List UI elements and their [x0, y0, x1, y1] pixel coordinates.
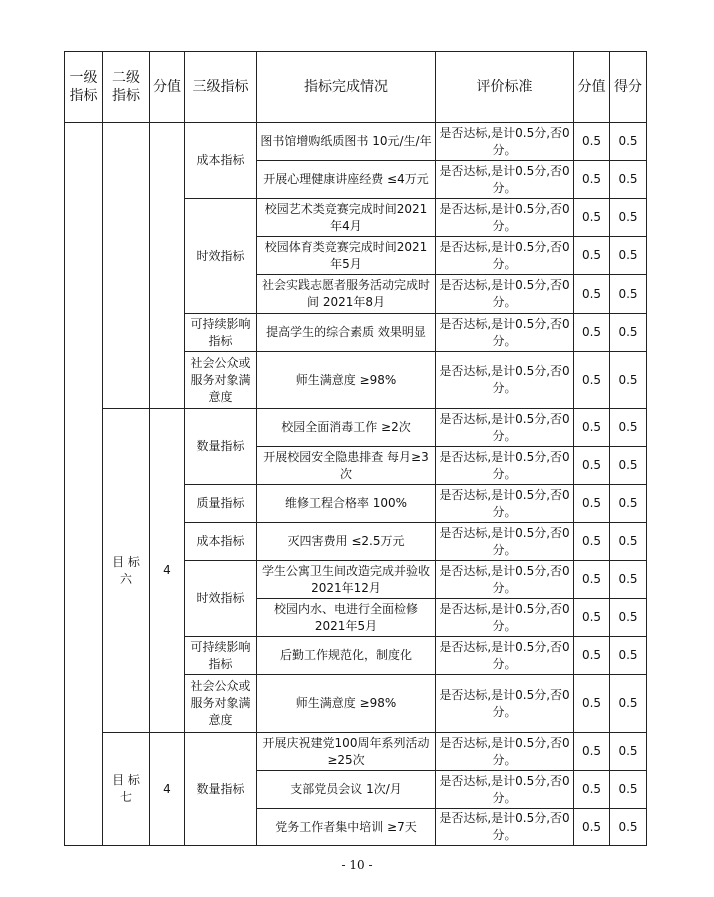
got-cell: 0.5 — [610, 199, 647, 237]
score-cell: 0.5 — [574, 523, 610, 561]
level3-cell: 数量指标 — [185, 409, 257, 485]
completion-cell: 校园内水、电进行全面检修 2021年5月 — [257, 599, 436, 637]
got-cell: 0.5 — [610, 733, 647, 771]
standard-cell: 是否达标,是计0.5分,否0分。 — [436, 523, 574, 561]
header-row — [65, 52, 647, 123]
got-cell: 0.5 — [610, 485, 647, 523]
standard-cell: 是否达标,是计0.5分,否0分。 — [436, 237, 574, 275]
table-row — [65, 123, 647, 161]
table-row — [65, 409, 647, 447]
points-cell: 4 — [150, 733, 185, 846]
level3-cell: 成本指标 — [185, 123, 257, 199]
completion-cell: 学生公寓卫生间改造完成并验收 2021年12月 — [257, 561, 436, 599]
level2-cell-empty — [103, 123, 150, 409]
got-cell: 0.5 — [610, 409, 647, 447]
level1-cell — [65, 123, 103, 846]
level3-cell: 成本指标 — [185, 523, 257, 561]
got-cell: 0.5 — [610, 314, 647, 352]
header-level3: 三级指标 — [185, 52, 257, 123]
standard-cell: 是否达标,是计0.5分,否0分。 — [436, 123, 574, 161]
level2-cell: 目 标 六 — [103, 409, 150, 733]
score-cell: 0.5 — [574, 275, 610, 314]
standard-cell: 是否达标,是计0.5分,否0分。 — [436, 637, 574, 675]
got-cell: 0.5 — [610, 523, 647, 561]
performance-indicator-table — [64, 51, 647, 846]
score-cell: 0.5 — [574, 352, 610, 409]
got-cell: 0.5 — [610, 237, 647, 275]
got-cell: 0.5 — [610, 161, 647, 199]
got-cell: 0.5 — [610, 447, 647, 485]
got-cell: 0.5 — [610, 675, 647, 733]
header-completion: 指标完成情况 — [257, 52, 436, 123]
completion-cell: 支部党员会议 1次/月 — [257, 771, 436, 809]
got-cell: 0.5 — [610, 771, 647, 809]
completion-cell: 党务工作者集中培训 ≥7天 — [257, 809, 436, 846]
completion-cell: 开展心理健康讲座经费 ≤4万元 — [257, 161, 436, 199]
completion-cell: 提高学生的综合素质 效果明显 — [257, 314, 436, 352]
completion-cell: 师生满意度 ≥98% — [257, 352, 436, 409]
level3-cell: 可持续影响指标 — [185, 637, 257, 675]
level3-cell: 社会公众或服务对象满意度 — [185, 675, 257, 733]
standard-cell: 是否达标,是计0.5分,否0分。 — [436, 447, 574, 485]
score-cell: 0.5 — [574, 447, 610, 485]
level3-cell: 数量指标 — [185, 733, 257, 846]
completion-cell: 后勤工作规范化，制度化 — [257, 637, 436, 675]
score-cell: 0.5 — [574, 809, 610, 846]
score-cell: 0.5 — [574, 733, 610, 771]
header-points: 分值 — [150, 52, 185, 123]
header-standard: 评价标准 — [436, 52, 574, 123]
completion-cell: 校园全面消毒工作 ≥2次 — [257, 409, 436, 447]
completion-cell: 图书馆增购纸质图书 10元/生/年 — [257, 123, 436, 161]
standard-cell: 是否达标,是计0.5分,否0分。 — [436, 675, 574, 733]
table-row — [65, 733, 647, 771]
page-number: - 10 - — [341, 858, 373, 872]
level3-cell: 时效指标 — [185, 199, 257, 314]
standard-cell: 是否达标,是计0.5分,否0分。 — [436, 352, 574, 409]
completion-cell: 开展校园安全隐患排查 每月≥3次 — [257, 447, 436, 485]
got-cell: 0.5 — [610, 809, 647, 846]
header-score: 分值 — [574, 52, 610, 123]
score-cell: 0.5 — [574, 599, 610, 637]
header-got: 得分 — [610, 52, 647, 123]
completion-cell: 师生满意度 ≥98% — [257, 675, 436, 733]
got-cell: 0.5 — [610, 637, 647, 675]
score-cell: 0.5 — [574, 675, 610, 733]
completion-cell: 校园体育类竞赛完成时间2021年5月 — [257, 237, 436, 275]
level3-cell: 可持续影响指标 — [185, 314, 257, 352]
score-cell: 0.5 — [574, 199, 610, 237]
score-cell: 0.5 — [574, 314, 610, 352]
level3-cell: 时效指标 — [185, 561, 257, 637]
header-level1: 一级指标 — [65, 52, 103, 123]
standard-cell: 是否达标,是计0.5分,否0分。 — [436, 809, 574, 846]
got-cell: 0.5 — [610, 561, 647, 599]
score-cell: 0.5 — [574, 561, 610, 599]
score-cell: 0.5 — [574, 485, 610, 523]
level3-cell: 社会公众或服务对象满意度 — [185, 352, 257, 409]
header-level2: 二级指标 — [103, 52, 150, 123]
completion-cell: 社会实践志愿者服务活动完成时间 2021年8月 — [257, 275, 436, 314]
standard-cell: 是否达标,是计0.5分,否0分。 — [436, 409, 574, 447]
completion-cell: 灭四害费用 ≤2.5万元 — [257, 523, 436, 561]
score-cell: 0.5 — [574, 161, 610, 199]
score-cell: 0.5 — [574, 123, 610, 161]
got-cell: 0.5 — [610, 352, 647, 409]
completion-cell: 开展庆祝建党100周年系列活动 ≥25次 — [257, 733, 436, 771]
standard-cell: 是否达标,是计0.5分,否0分。 — [436, 733, 574, 771]
got-cell: 0.5 — [610, 599, 647, 637]
got-cell: 0.5 — [610, 123, 647, 161]
standard-cell: 是否达标,是计0.5分,否0分。 — [436, 561, 574, 599]
level3-cell: 质量指标 — [185, 485, 257, 523]
score-cell: 0.5 — [574, 409, 610, 447]
standard-cell: 是否达标,是计0.5分,否0分。 — [436, 314, 574, 352]
standard-cell: 是否达标,是计0.5分,否0分。 — [436, 599, 574, 637]
got-cell: 0.5 — [610, 275, 647, 314]
completion-cell: 维修工程合格率 100% — [257, 485, 436, 523]
standard-cell: 是否达标,是计0.5分,否0分。 — [436, 199, 574, 237]
score-cell: 0.5 — [574, 237, 610, 275]
level2-cell: 目 标 七 — [103, 733, 150, 846]
score-cell: 0.5 — [574, 771, 610, 809]
standard-cell: 是否达标,是计0.5分,否0分。 — [436, 485, 574, 523]
standard-cell: 是否达标,是计0.5分,否0分。 — [436, 771, 574, 809]
completion-cell: 校园艺术类竞赛完成时间2021年4月 — [257, 199, 436, 237]
score-cell: 0.5 — [574, 637, 610, 675]
standard-cell: 是否达标,是计0.5分,否0分。 — [436, 161, 574, 199]
points-cell: 4 — [150, 409, 185, 733]
standard-cell: 是否达标,是计0.5分,否0分。 — [436, 275, 574, 314]
points-cell-empty — [150, 123, 185, 409]
